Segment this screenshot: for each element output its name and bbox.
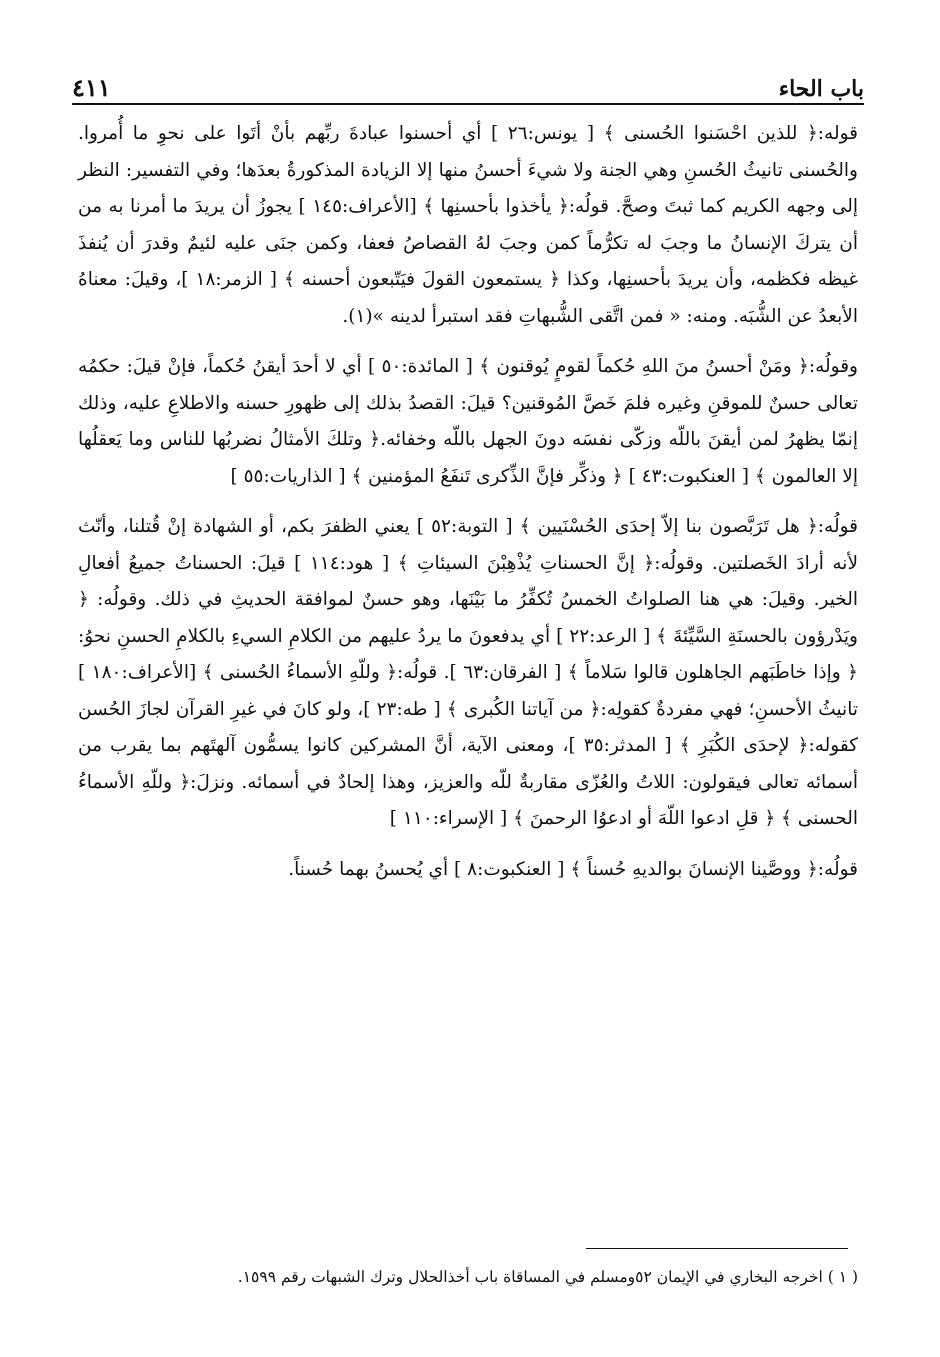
paragraph-2: وقولُه:﴿ ومَنْ أحسنُ منَ اللهِ حُكماً لقومٍ يُوقنون ﴾ [ المائدة:٥٠ ] أي لا أحدَ أيقنُ حُكماً، فإنْ قيلَ: حكمُه تعالى حسنٌ للموقنِ وغيره فلمَ خَصَّ المُوقنين؟ قيلَ: القصدُ بذلك إلى ظهورِ حسنه والاطلاعِ عليه، وذلك إنمّا يظهرُ لمن أيقنَ باللّه وزكّى نفسَه دونَ الجهل باللّه وخفائه.﴿ وتلكَ الأمثالُ نضربُها للناس وما يَعقلُها إلا العالمون ﴾ [ العنكبوت:٤٣ ] ﴿ وذكِّر فإنَّ الذِّكرى تَنفَعُ المؤمنين ﴾ [ الذاريات:٥٥ ] <box>78 356 858 487</box>
header-divider <box>72 103 864 105</box>
paragraph-4: قولُه:﴿ ووصَّينا الإنسانَ بوالديهِ حُسناً ﴾ [ العنكبوت:٨ ] أي يُحسنُ بهما حُسناً. <box>288 858 858 880</box>
paragraph-1: قوله:﴿ للذين احْسَنوا الحُسنى ﴾ [ يونس:٢٦ ] أي أحسنوا عبادةَ ربِّهم بأنْ أتَوا على نحوِ ما أُمروا. والحُسنى تانيثُ الحُسنِ وهي الجنة ولا شيءَ أحسنُ منها إلا الزيادة المذكورةُ بعدَها؛ وفي التفسير: النظر إلى وجهه الكريم كما ثبتَ وصحَّ. قولُه:﴿ يأخذوا بأحسنِها ﴾ [الأعراف:١٤٥ ] يجوزُ أن يريدَ ما أمرنا به من أن يتركَ الإنسانُ ما وجبَ له تكرُّماً كمن وجبَ لهُ القصاصُ فعفا، وكمن جنَى عليه لئيمٌ وقدرَ أن يُنفذَ غيظه فكظمه، وأن يريدَ بأحسنِها، وكذا ﴿ يستمعون القولَ فيَتّبعون أحسنه ﴾ [ الزمر:١٨ ]، وقيلَ: معناهُ الأبعدُ عن الشُّبَه. ومنه: « فمن اتَّقى الشُّبهاتِ فقد استبرأ لدينه »(١). <box>78 123 858 327</box>
paragraph-3: قولُه:﴿ هل تَرَبَّصون بنا إلاّ إحدَى الحُسْنَيين ﴾ [ التوبة:٥٢ ] يعني الظفرَ بكم، أو الشهادة إنْ قُتلنا، وأنّث لأنه أرادَ الخَصلتين. وقولُه:﴿ إنَّ الحسناتِ يُذْهِبْنَ السيئاتِ ﴾ [ هود:١١٤ ] قيلَ: الحسناتُ جميعُ أفعالِ الخير. وقيلَ: هي هنا الصلواتُ الخمسُ تُكفِّرُ ما بَيْنَها، وهو حسنٌ لموافقة الحديثِ في ذلك. وقولُه: ﴿ ويَدْرؤون بالحسنَةِ السَّيِّئةَ ﴾ [ الرعد:٢٢ ] أي يدفعونَ ما يردُ عليهم من الكلامِ السيءِ بالكلامِ الحسنِ نحوُ:﴿ وإذا خاطَبَهم الجاهلون قالوا سَلاماً ﴾ [ الفرقان:٦٣ ]. قولُه:﴿ وللّهِ الأسماءُ الحُسنى ﴾ [الأعراف:١٨٠ ] تانيثُ الأحسنِ؛ فهي مفردةٌ كقولِه:﴿ من آياتنا الكُبرى ﴾ [ طه:٢٣ ]، ولو كانَ في غيرِ القرآن لجازَ الحُسن كقوله:﴿ لإحدَى الكُبَرِ ﴾ [ المدثر:٣٥ ]، ومعنى الآية، أنَّ المشركين كانوا يسمُّون آلهتَهم بما يقرب من أسمائه تعالى فيقولون: اللاتُ والعُزّى مقاربةٌ للّه والعزيز، وهذا إلحادٌ في أسمائه. ونزلَ:﴿ وللّهِ الأسماءُ الحسنى ﴾ ﴿ قلِ ادعوا اللّهَ أو ادعوُا الرحمنَ ﴾ [ الإسراء:١١٠ ] <box>78 516 858 829</box>
footnote-divider <box>586 1248 848 1249</box>
page-number: ٤١١ <box>72 73 111 102</box>
chapter-title: باب الحاء <box>778 76 864 102</box>
main-text <box>78 116 858 902</box>
footnote: ( ١ ) اخرجه البخاري في الإيمان ٥٢ومسلم في المساقاة باب أخذالحلال وترك الشبهات رقم ١٥٩٩. <box>237 1268 858 1286</box>
page-header <box>72 58 864 102</box>
